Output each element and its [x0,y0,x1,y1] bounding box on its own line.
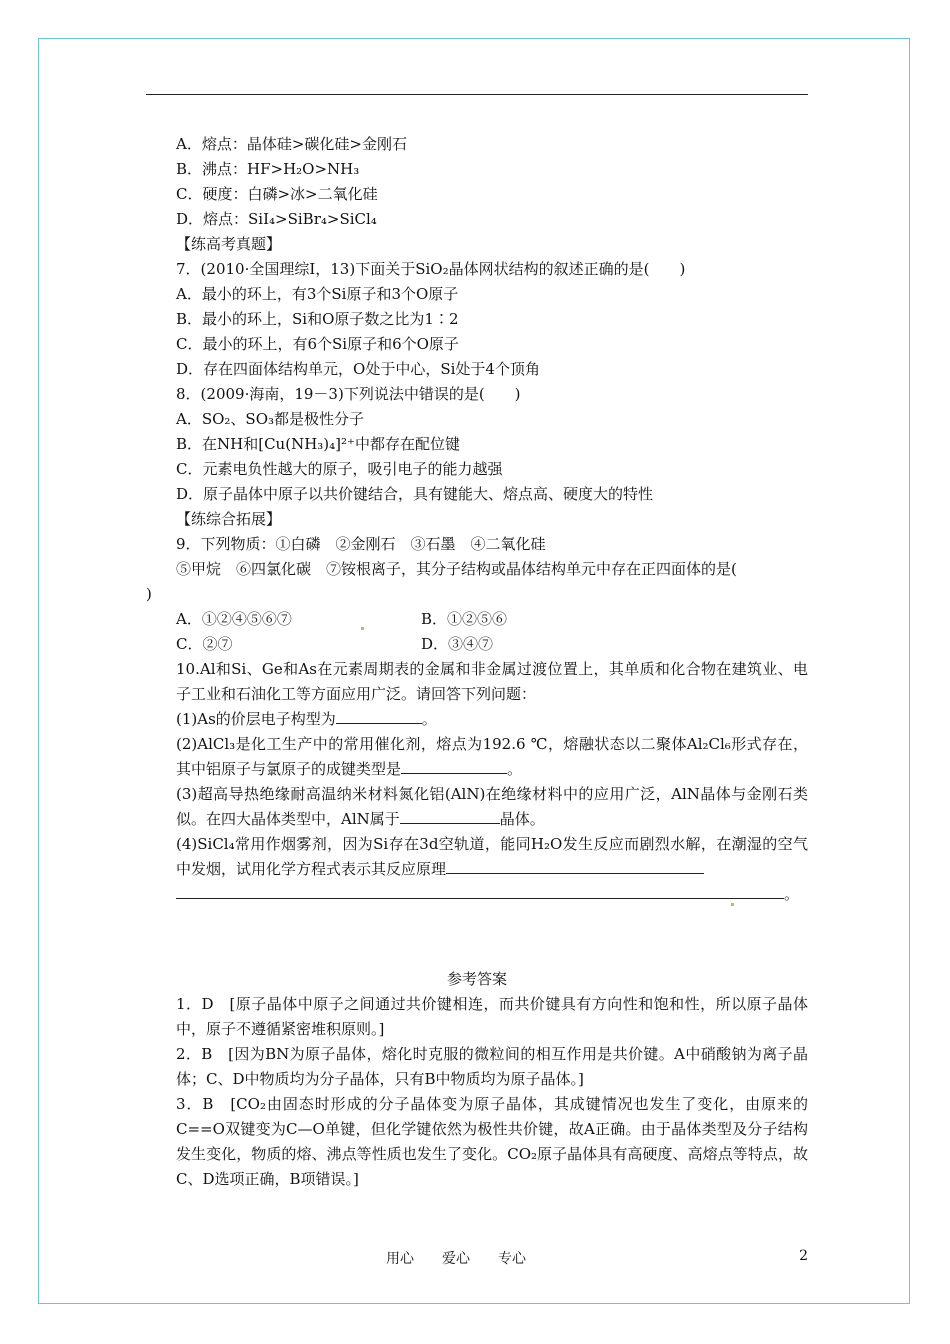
q6-option-a: A．熔点：晶体硅>碳化硅>金刚石 [176,135,407,153]
q10-part4-text: (4)SiCl₄常用作烟雾剂，因为Si存在3d空轨道，能同H₂O发生反应而剧烈水解，在潮湿的空气中发烟，试用化学方程式表示其反应原理 [176,835,808,878]
q10-part4-blank[interactable] [446,857,704,874]
q10-intro-text: 10.Al和Si、Ge和As在元素周期表的金属和非金属过渡位置上，其单质和化合物在建筑业、电子工业和石油化工等方面应用广泛。请回答下列问题： [176,660,808,703]
q9-stem-line2: ⑤甲烷 ⑥四氯化碳 ⑦铵根离子，其分子结构或晶体结构单元中存在正四面体的是( [176,560,737,578]
q10-part2-end: 。 [507,760,523,778]
q10-part1 [146,707,808,732]
q8-option-b: B．在NH和[Cu(NH₃)₄]²⁺中都存在配位键 [176,435,460,453]
header-rule [146,94,808,95]
q8-option-c: C．元素电负性越大的原子，吸引电子的能力越强 [176,460,503,478]
q10-part4-continuation [146,882,808,907]
q9-stem-line3: ) [146,585,152,603]
q9-stem-line1: 9．下列物质：①白磷 ②金刚石 ③石墨 ④二氧化硅 [176,535,546,553]
q8-option-a: A．SO₂、SO₃都是极性分子 [176,410,365,428]
q8-stem: 8．(2009·海南，19－3)下列说法中错误的是( ) [176,385,521,403]
q7-option-d: D．存在四面体结构单元，O处于中心，Si处于4个顶角 [176,360,540,378]
q10-part4-blank-line2[interactable] [176,882,784,899]
q9-option-d: D．③④⑦ [421,635,494,653]
q8-option-d: D．原子晶体中原子以共价键结合，具有键能大、熔点高、硬度大的特性 [176,485,654,503]
q7-stem: 7．(2010·全国理综Ⅰ，13)下面关于SiO₂晶体网状结构的叙述正确的是( ) [176,260,686,278]
q6-option-d: D．熔点：SiI₄>SiBr₄>SiCl₄ [176,210,377,228]
q10-part4 [146,832,808,882]
q9-options-row1 [146,607,808,632]
q10-part2 [146,732,808,782]
q6-option-b: B．沸点：HF>H₂O>NH₃ [176,160,360,178]
section-heading-gaokao: 【练高考真题】 [176,235,282,253]
q9-option-c: C．②⑦ [176,635,233,653]
answer-2: 2．B [因为BN为原子晶体，熔化时克服的微粒间的相互作用是共价键。A中硝酸钠为离子晶体；C、D中物质均为分子晶体，只有B中物质均为原子晶体。] [176,1045,808,1088]
q10-part3-blank[interactable] [400,807,500,824]
section-heading-zonghe: 【练综合拓展】 [176,510,282,528]
q10-part3-end: 晶体。 [499,810,545,828]
answers-title: 参考答案 [446,970,507,988]
q10-part4-end: 。 [784,885,800,903]
q9-options-row2 [146,632,808,657]
q10-part1-text: (1)As的价层电子构型为 [176,710,336,728]
stray-mark [361,627,364,630]
q7-option-b: B．最小的环上，Si和O原子数之比为1∶2 [176,310,459,328]
q10-part3-text: (3)超高导热绝缘耐高温纳米材料氮化铝(AlN)在绝缘材料中的应用广泛，AlN晶体与金刚石类似。在四大晶体类型中，AlN属于 [176,785,808,828]
q7-option-a: A．最小的环上，有3个Si原子和3个O原子 [176,285,459,303]
q10-part1-blank[interactable] [336,707,422,724]
answer-3: 3．B [CO₂由固态时形成的分子晶体变为原子晶体，其成键情况也发生了变化，由原来的C==O双键变为C—O单键，但化学键依然为极性共价键，故A正确。由于晶体类型及分子结构发生变化，物质的熔、沸点等性质也发生了变化。CO₂原子晶体具有高硬度、高熔点等特点，故C、D选项正确，B项错误。] [176,1095,808,1188]
q10-part2-text: (2)AlCl₃是化工生产中的常用催化剂，熔点为192.6 ℃，熔融状态以二聚体Al₂Cl₆形式存在，其中铝原子与氯原子的成键类型是 [176,735,808,778]
q9-option-b: B．①②⑤⑥ [421,610,508,628]
page-number: 2 [799,1248,808,1264]
q10-part3 [146,782,808,832]
q10-intro [146,657,808,707]
q10-part2-blank[interactable] [401,757,507,774]
page-footer [146,1248,808,1268]
stray-mark [731,903,734,906]
q6-option-c: C．硬度：白磷>冰>二氧化硅 [176,185,378,203]
q9-option-a: A．①②④⑤⑥⑦ [176,610,292,628]
answer-1: 1．D [原子晶体中原子之间通过共价键相连，而共价键具有方向性和饱和性，所以原子晶体中，原子不遵循紧密堆积原则。] [176,995,808,1038]
footer-motto: 用心 爱心 专心 [386,1251,526,1267]
document-body [146,132,808,1192]
spacer [146,907,808,943]
q7-option-c: C．最小的环上，有6个Si原子和6个O原子 [176,335,459,353]
q10-part1-end: 。 [421,710,437,728]
